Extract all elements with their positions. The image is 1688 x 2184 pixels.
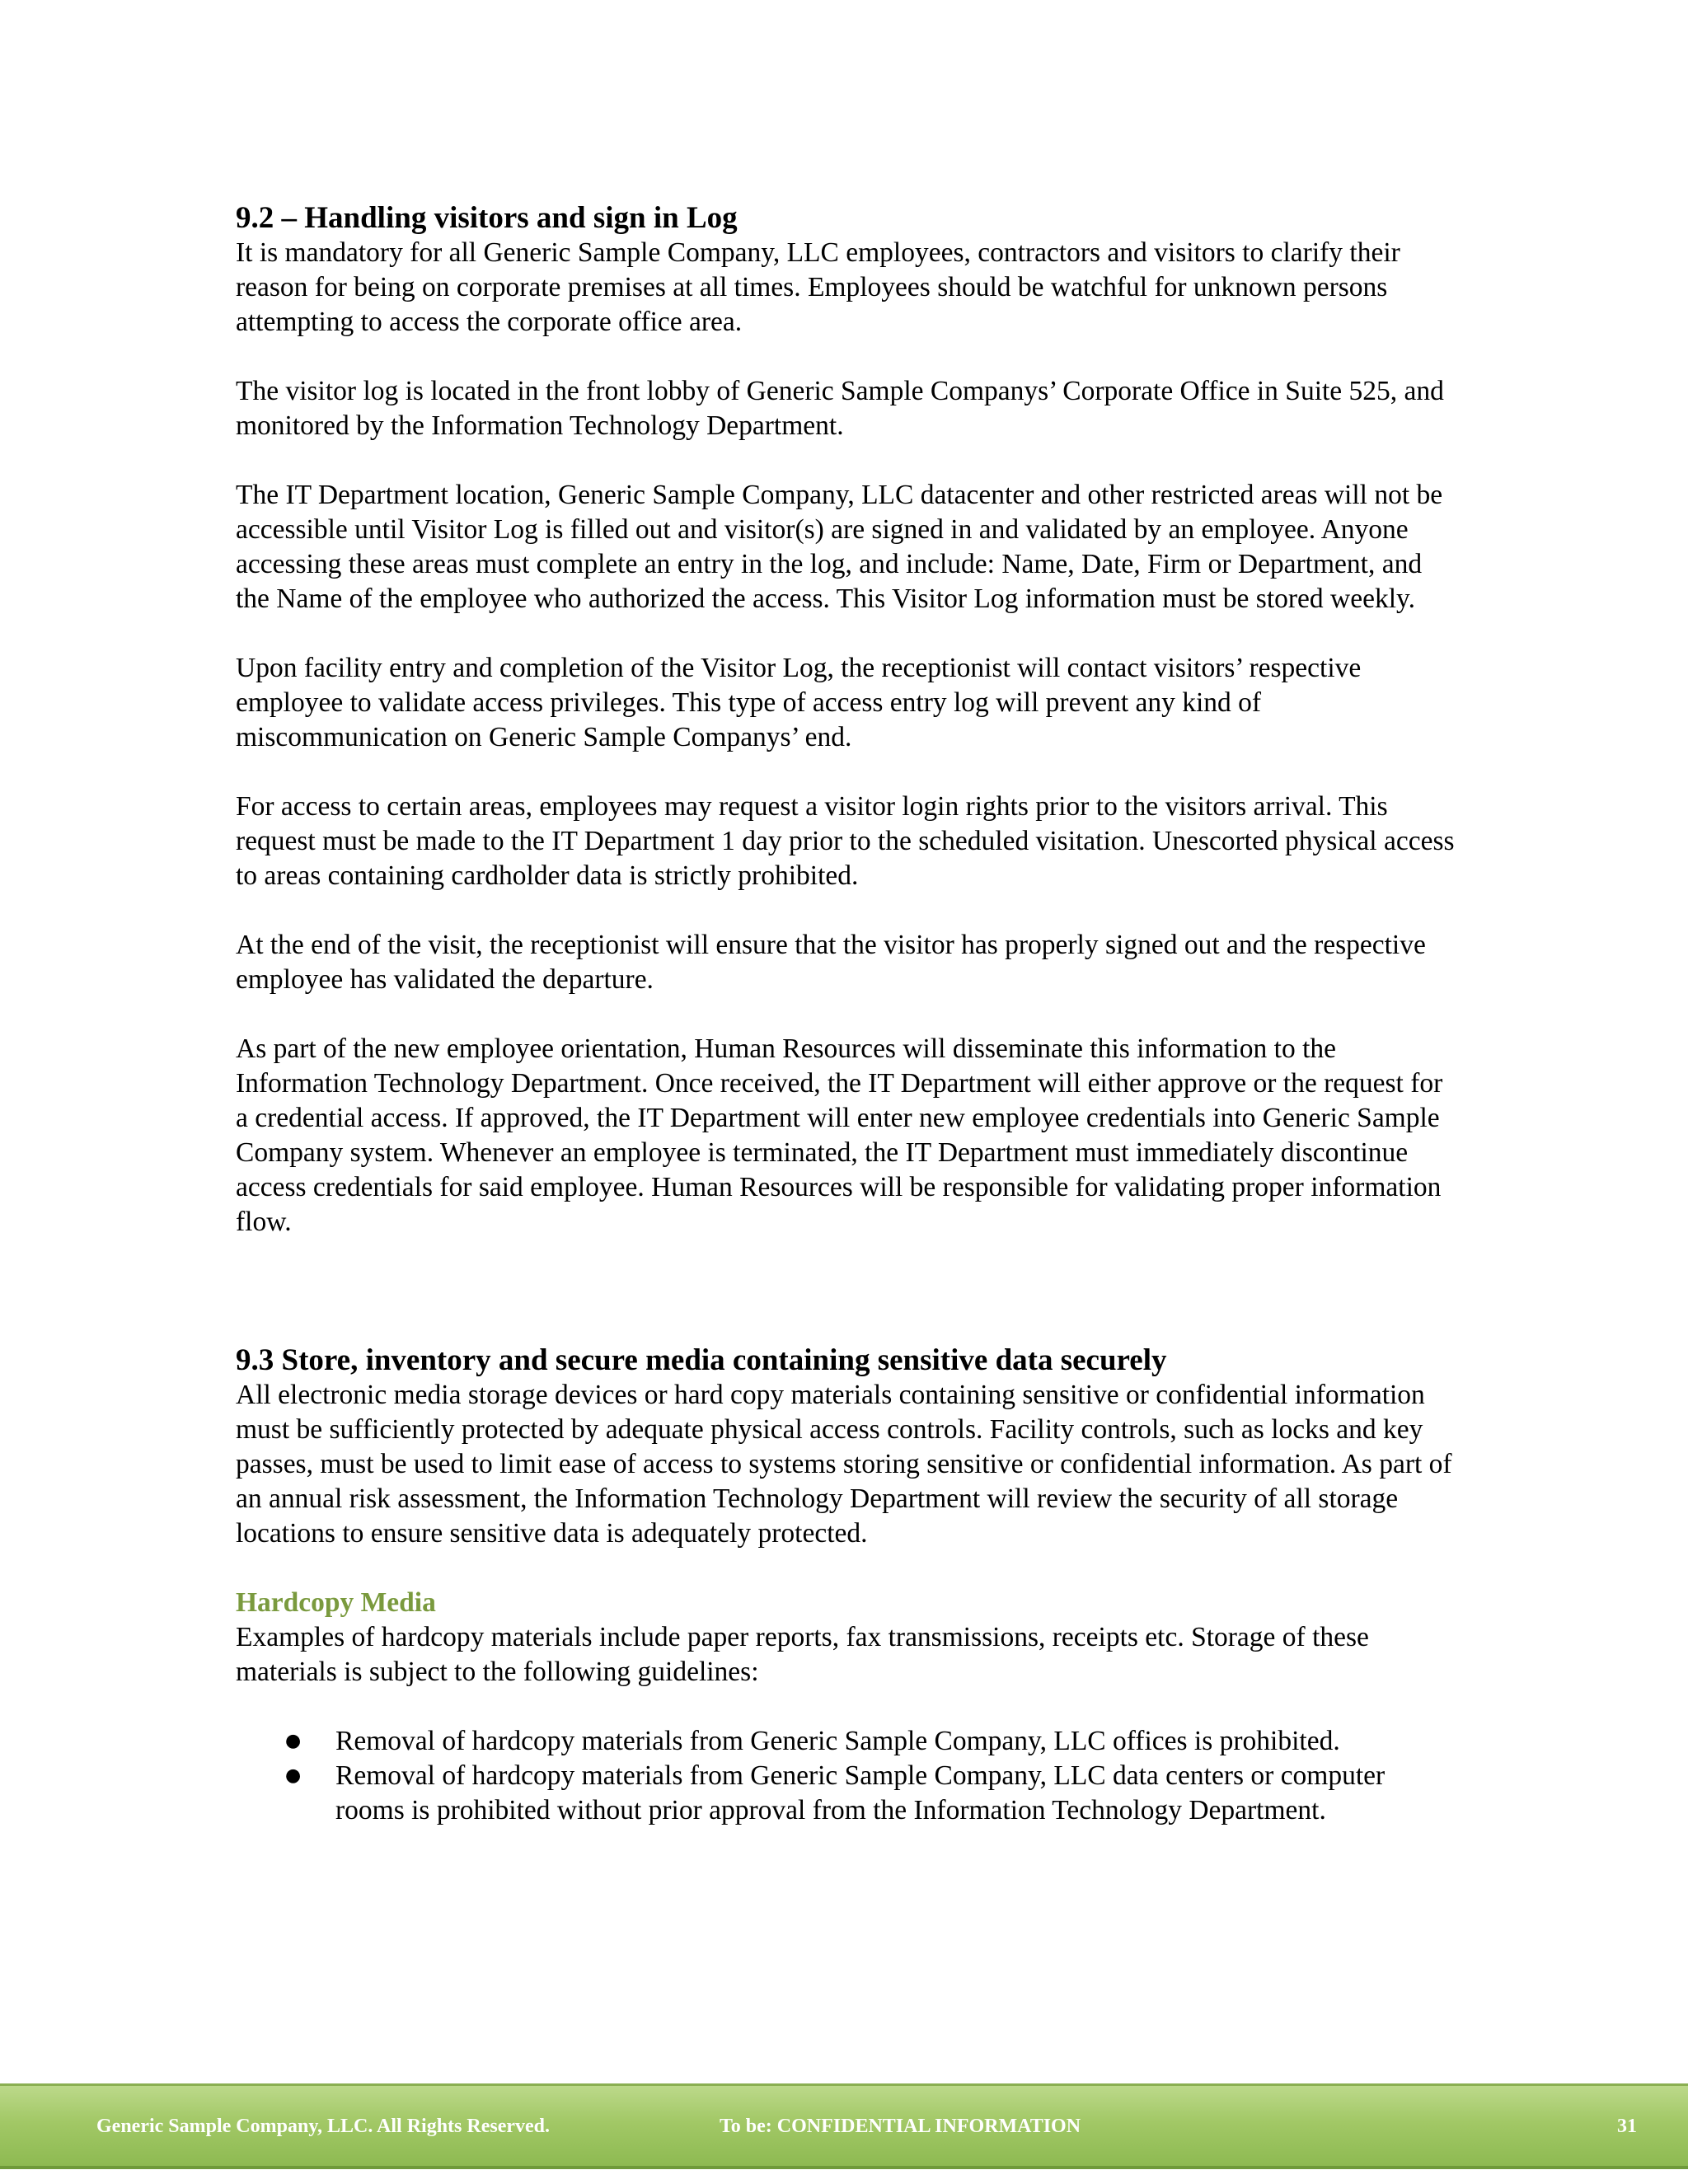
paragraph: As part of the new employee orientation, Human Resources will disseminate this information to the Information Technology Department. Once received, the IT Department will either approve or the request for a credential access. If approved, the IT Department will enter new employee credentials into Generic Sample Company system. Whenever an employee is terminated, the IT Department must immediately discontinue access credentials for said employee. Human Resources will be responsible for validating proper information flow.	[236, 1033, 1443, 1237]
paragraph: The visitor log is located in the front lobby of Generic Sample Companys’ Corporate Office in Suite 525, and monitored by the Information Technology Department.	[236, 376, 1444, 441]
paragraph: Examples of hardcopy materials include paper reports, fax transmissions, receipts etc. Storage of these materials is subject to the following guidelines:	[236, 1622, 1369, 1687]
paragraph: It is mandatory for all Generic Sample Company, LLC employees, contractors and visitors to clarify their reason for being on corporate premises at all times. Employees should be watchful for unknown persons attempting to access the corporate office area.	[236, 237, 1400, 337]
footer-copyright: Generic Sample Company, LLC. All Rights Reserved.	[96, 2116, 550, 2137]
list-item-text: Removal of hardcopy materials from Generic Sample Company, LLC data centers or computer rooms is prohibited without prior approval from the Information Technology Department.	[335, 1760, 1386, 1825]
bullet-icon: ●	[285, 1731, 302, 1751]
paragraph: For access to certain areas, employees may request a visitor login rights prior to the visitors arrival. This request must be made to the IT Department 1 day prior to the scheduled visitation. Unescorted physical access to areas containing cardholder data is strictly prohibited.	[236, 791, 1455, 891]
paragraph: All electronic media storage devices or hard copy materials containing sensitive or confidential information must be sufficiently protected by adequate physical access controls. Facility controls, such as locks and key passes, must be used to limit ease of access to systems storing sensitive or confidential information. As part of an annual risk assessment, the Information Technology Department will review the security of all storage locations to ensure sensitive data is adequately protected.	[236, 1380, 1452, 1549]
section-heading-9-3: 9.3 Store, inventory and secure media containing sensitive data securely	[236, 1343, 1167, 1377]
page-footer	[0, 2083, 1688, 2169]
bullet-list	[236, 1724, 1456, 1828]
section-heading-9-2: 9.2 – Handling visitors and sign in Log	[236, 201, 738, 235]
footer-confidential-label: To be: CONFIDENTIAL INFORMATION	[720, 2116, 1081, 2137]
subheading-hardcopy-media: Hardcopy Media	[236, 1587, 436, 1618]
page-number: 31	[1617, 2116, 1637, 2137]
paragraph: Upon facility entry and completion of the Visitor Log, the receptionist will contact visitors’ respective employee to validate access privileges. This type of access entry log will prevent any kind of miscommunication on Generic Sample Companys’ end.	[236, 653, 1362, 752]
paragraph: The IT Department location, Generic Sample Company, LLC datacenter and other restricted areas will not be accessible until Visitor Log is filled out and visitor(s) are signed in and validated by an employee. Anyone accessing these areas must complete an entry in the log, and include: Name, Date, Firm or Department, and the Name of the employee who authorized the access. This Visitor Log information must be stored weekly.	[236, 480, 1443, 614]
paragraph: At the end of the visit, the receptionist will ensure that the visitor has properly signed out and the respective employee has validated the departure.	[236, 930, 1426, 995]
page-content	[236, 201, 1456, 1828]
bullet-icon: ●	[285, 1765, 302, 1786]
list-item	[236, 1759, 1456, 1828]
section-9-2	[236, 201, 1456, 1240]
list-item	[236, 1724, 1456, 1759]
section-9-3	[236, 1343, 1456, 1828]
list-item-text: Removal of hardcopy materials from Generic Sample Company, LLC offices is prohibited.	[335, 1726, 1340, 1756]
